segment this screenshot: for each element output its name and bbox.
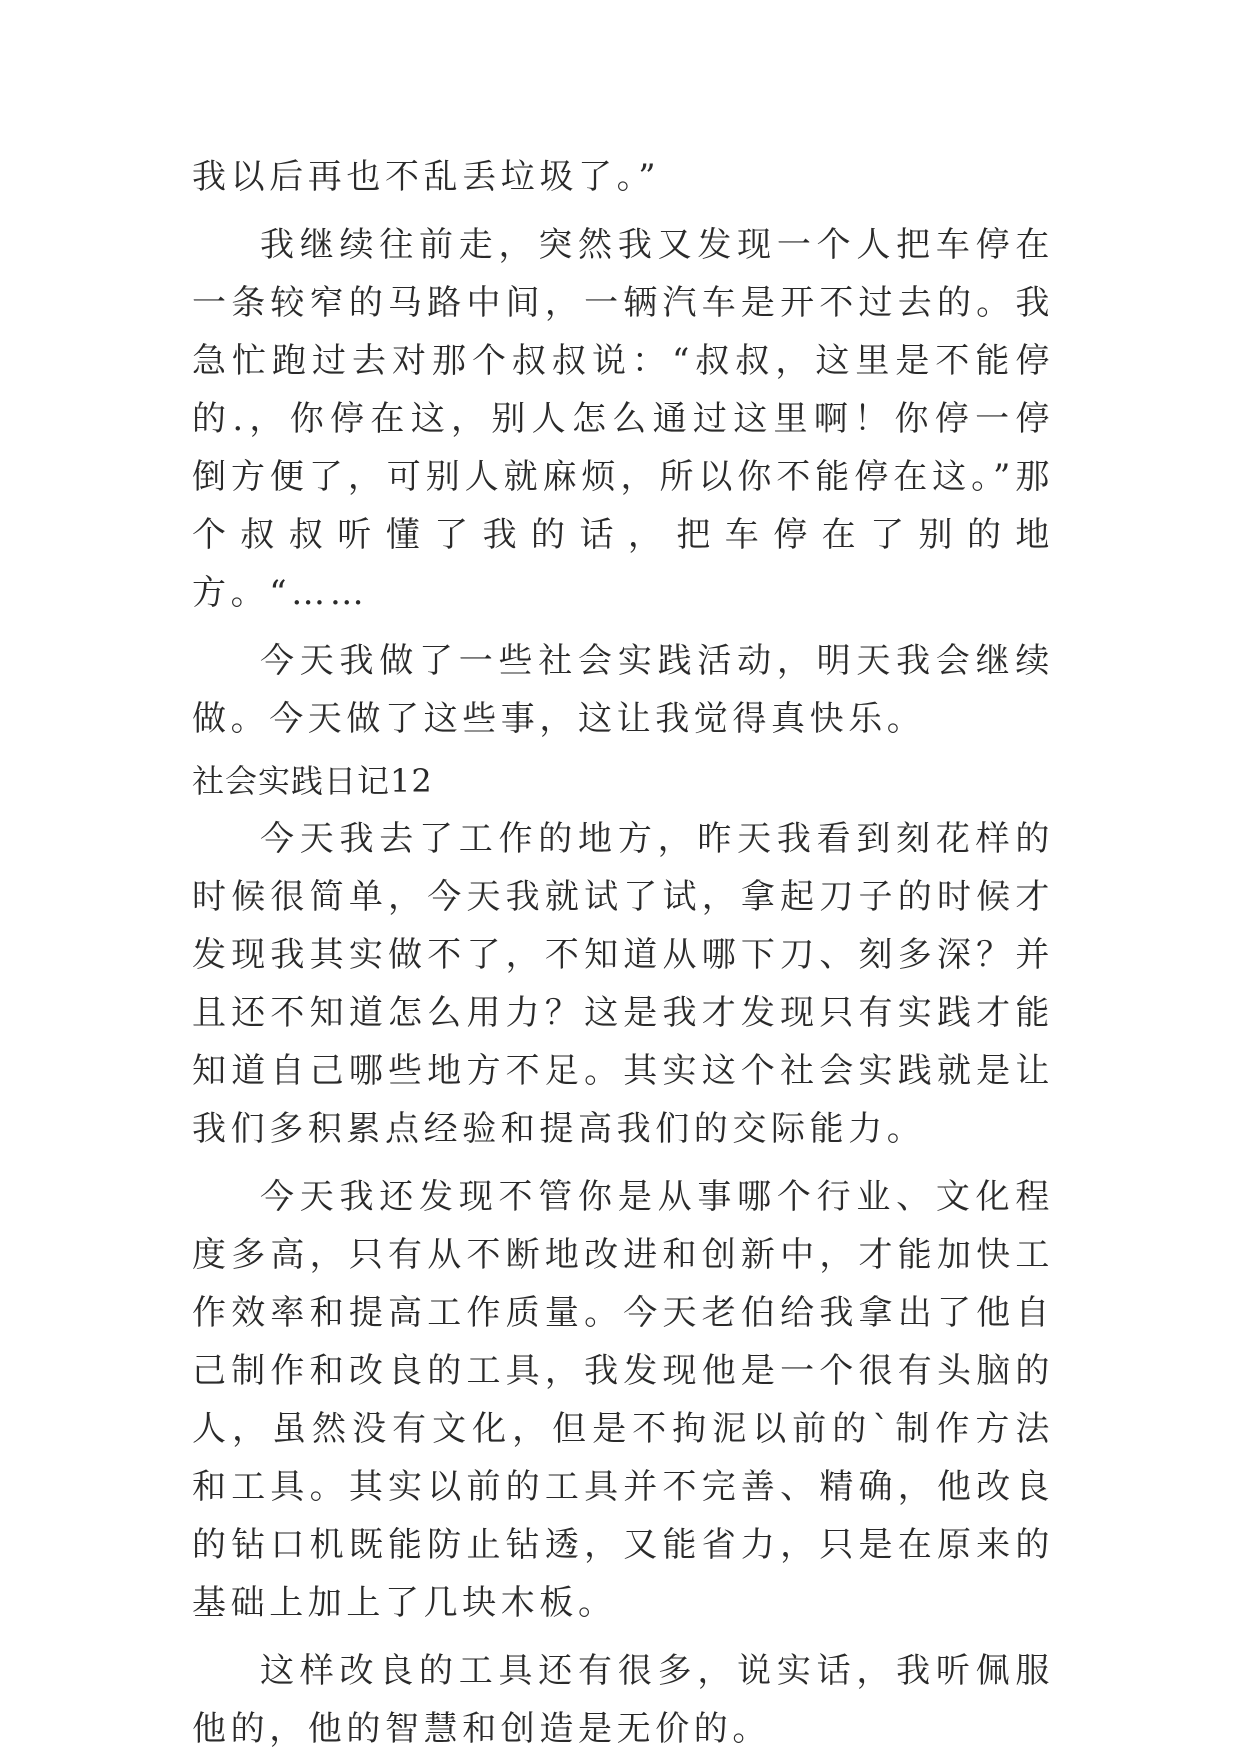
paragraph-summary: 今天我做了一些社会实践活动，明天我会继续做。今天做了这些事，这让我觉得真快乐。 [192, 641, 1054, 739]
paragraph-innovation: 今天我还发现不管你是从事哪个行业、文化程度多高，只有从不断地改进和创新中，才能加快工作效率和提高工作质量。今天老伯给我拿出了他自己制作和改良的工具，我发现他是一个很有头脑的人，虽然没有文化，但是不拘泥以前的`制作方法和工具。其实以前的工具并不完善、精确，他改良的钻口机既能防止钻透，又能省力，只是在原来的基础上加上了几块木板。 [192, 1177, 1054, 1623]
paragraph-workplace: 今天我去了工作的地方，昨天我看到刻花样的时候很简单，今天我就试了试，拿起刀子的时候才发现我其实做不了，不知道从哪下刀、刻多深？并且还不知道怎么用力？这是我才发现只有实践才能知道自己哪些地方不足。其实这个社会实践就是让我们多积累点经验和提高我们的交际能力。 [192, 819, 1054, 1149]
diary-title: 社会实践日记12 [192, 762, 433, 800]
paragraph-continued: 我以后再也不乱丢垃圾了。” [192, 157, 661, 197]
paragraph-parking: 我继续往前走，突然我又发现一个人把车停在一条较窄的马路中间，一辆汽车是开不过去的。我急忙跑过去对那个叔叔说：“叔叔，这里是不能停的.，你停在这，别人怎么通过这里啊！你停一停倒方便了，可别人就麻烦，所以你不能停在这。”那个叔叔听懂了我的话，把车停在了别的地方。“…… [192, 225, 1054, 613]
paragraph-admiration: 这样改良的工具还有很多，说实话，我听佩服他的，他的智慧和创造是无价的。 [192, 1651, 1054, 1749]
document-body [192, 148, 1054, 1758]
